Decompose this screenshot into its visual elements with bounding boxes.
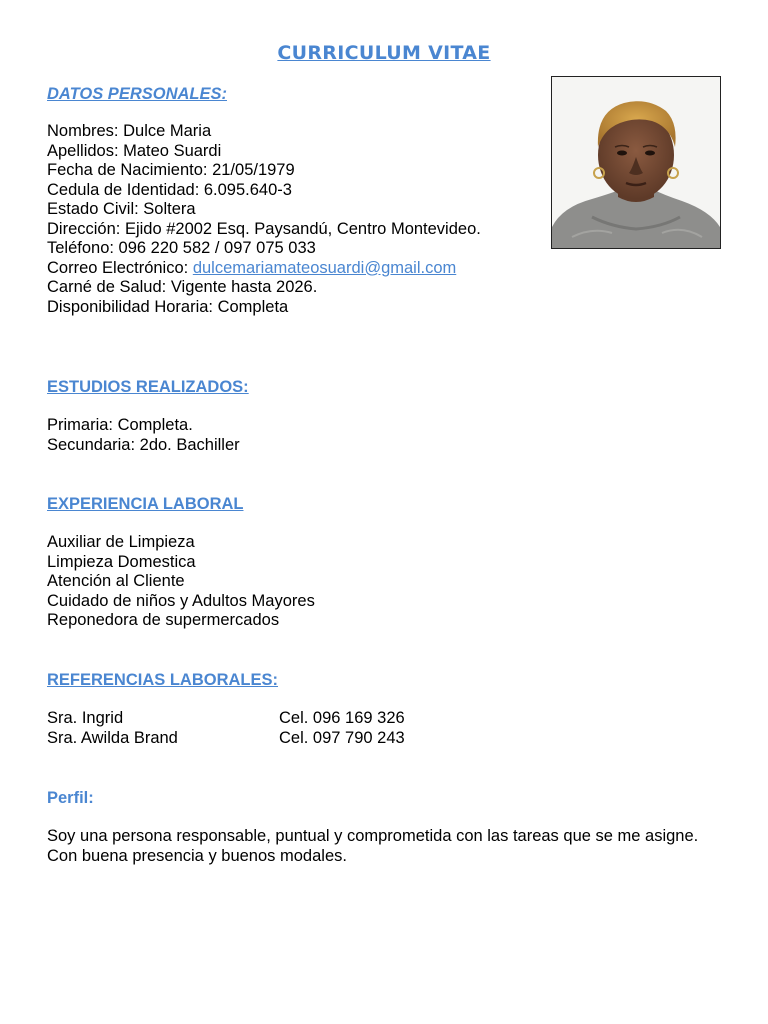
field-direccion: Dirección: Ejido #2002 Esq. Paysandú, Centro Montevideo. — [47, 219, 481, 238]
field-carne: Carné de Salud: Vigente hasta 2026. — [47, 278, 318, 296]
reference-name: Sra. Ingrid — [47, 709, 124, 727]
field-nacimiento: Fecha de Nacimiento: 21/05/1979 — [47, 161, 295, 179]
list-item: Limpieza Domestica — [47, 552, 196, 571]
estudios-list — [47, 416, 240, 455]
heading-personal: DATOS PERSONALES: — [47, 85, 227, 103]
portrait-photo — [551, 76, 721, 249]
referencias-table — [47, 709, 467, 749]
personal-data — [47, 122, 481, 317]
field-apellidos: Apellidos: Mateo Suardi — [47, 141, 222, 160]
list-item: Auxiliar de Limpieza — [47, 533, 195, 551]
field-telefono: Teléfono: 096 220 582 / 097 075 033 — [47, 239, 316, 257]
reference-row — [47, 729, 467, 749]
reference-phone: Cel. 097 790 243 — [279, 729, 405, 747]
field-estado-civil: Estado Civil: Soltera — [47, 200, 196, 218]
list-item: Reponedora de supermercados — [47, 611, 280, 629]
heading-experiencia: EXPERIENCIA LABORAL — [47, 495, 244, 513]
email-link[interactable]: dulcemariamateosuardi@gmail.com — [192, 258, 457, 277]
list-item: Secundaria: 2do. Bachiller — [47, 435, 240, 454]
perfil-line-1: Soy una persona responsable, puntual y comprometida con las tareas que se me asigne. — [47, 827, 699, 845]
field-correo — [47, 259, 481, 279]
perfil-line-2: Con buena presencia y buenos modales. — [47, 846, 347, 865]
heading-estudios: ESTUDIOS REALIZADOS: — [47, 378, 249, 396]
page-title: CURRICULUM VITAE — [277, 42, 491, 64]
correo-label: Correo Electrónico: — [47, 258, 193, 277]
heading-perfil: Perfil: — [47, 789, 94, 807]
list-item: Cuidado de niños y Adultos Mayores — [47, 591, 315, 610]
portrait-icon — [552, 77, 720, 248]
field-nombres: Nombres: Dulce Maria — [47, 122, 212, 140]
reference-row — [47, 709, 467, 729]
list-item: Atención al Cliente — [47, 572, 185, 590]
field-disponibilidad: Disponibilidad Horaria: Completa — [47, 297, 289, 316]
list-item: Primaria: Completa. — [47, 416, 193, 434]
field-cedula: Cedula de Identidad: 6.095.640-3 — [47, 180, 292, 199]
heading-referencias: REFERENCIAS LABORALES: — [47, 671, 279, 689]
reference-name: Sra. Awilda Brand — [47, 729, 178, 747]
perfil-text — [47, 827, 727, 866]
reference-phone: Cel. 096 169 326 — [279, 709, 405, 727]
experiencia-list — [47, 533, 315, 631]
